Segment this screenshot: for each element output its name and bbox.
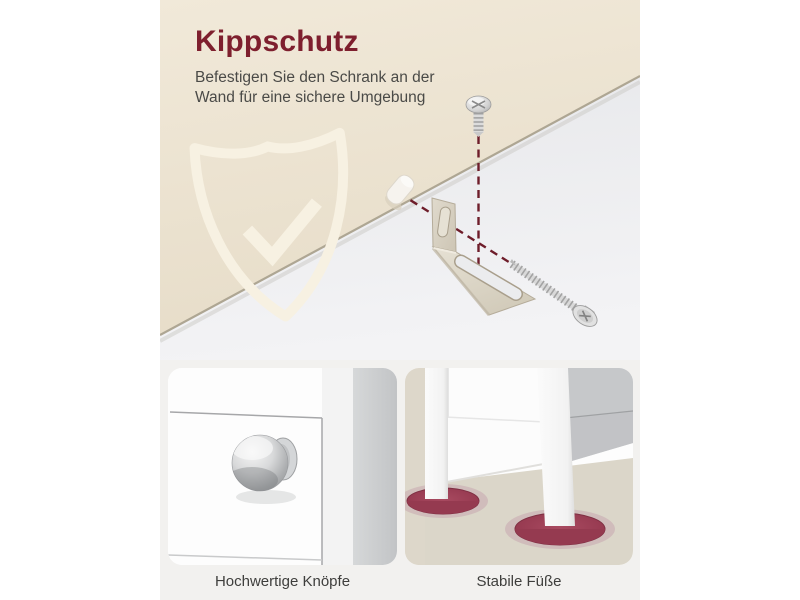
hero-section — [160, 0, 640, 360]
side-strip — [405, 368, 425, 565]
feature-photo-feet — [405, 368, 633, 565]
content-stage — [160, 0, 640, 600]
hero-title: Kippschutz — [195, 25, 359, 58]
background-strip — [353, 368, 397, 565]
features-section — [160, 360, 640, 600]
hero-subtitle-line-2: Wand für eine sichere Umgebung — [195, 89, 426, 106]
door-edge-shade — [322, 368, 353, 565]
feature-caption-knobs: Hochwertige Knöpfe — [214, 573, 351, 590]
hero-subtitle-line-1: Befestigen Sie den Schrank an der — [195, 69, 435, 86]
hero-text-block — [195, 26, 495, 108]
feature-photo-knob — [168, 368, 397, 565]
cabinet-knob-closeup — [168, 368, 397, 565]
feature-caption-feet: Stabile Füße — [476, 573, 562, 590]
cabinet-feet-closeup — [405, 368, 633, 565]
